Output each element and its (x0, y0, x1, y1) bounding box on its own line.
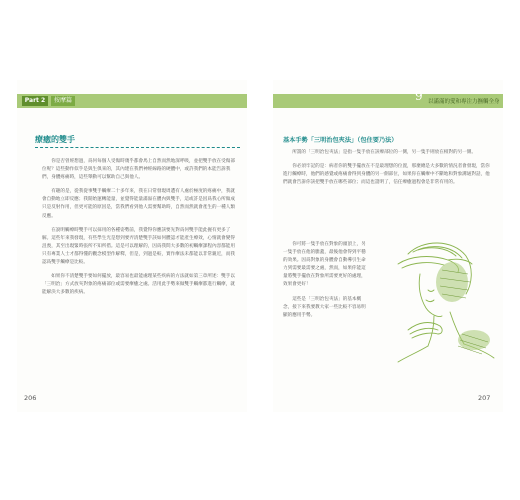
paragraph: 你必須牢記的是：病者你的雙手擺放在不是最理想的位置，那麼總是大多數的情況者會發現，當你進行觸療時，他們的感覺或疼痛會得到身體的另一側部位，如果你在觸療中不斷地和對象溝通對話，他們就會告訴你該把雙手放在哪些部位；而這也證明了，信任療癒過程會是非常有用的。 (283, 164, 490, 186)
paragraph: 所謂的「三明治包夾法」是指一隻手放在該療部位的一側，另一隻手則放在相對的另一側。 (292, 150, 476, 155)
paragraph: 有趣的是，從我從事雙手觸療二十多年來，我在日常發現周遭有人處於極度的疼痛中，我就會自動地立即反應；我開始運轉能量，並覺得能量滿溢在體內與雙手，這或許是因爲我心所做成只是反射作用，但更可能的原因是，當我們看到他人需要幫助時，自然而然就會產生的一種人類反應。 (42, 189, 235, 219)
page-number-left: 206 (24, 394, 37, 402)
chapter-title: 以滿滿的愛和專注力撫觸全身 (428, 99, 500, 105)
paragraph: 這些是「三明治包夾法」的基本概念，接下來我要教大家一些比較不容易明顯的應用手勢。 (283, 296, 366, 318)
paragraph: 如果你不清楚雙手要如何擺放，最容易也最能處理某些疾病的方法就如第三章所述：雙手以「三明治」方式放夾對象的疼痛部位或需要療癒之處。活用此手勢來做雙手觸療都進行觸療，就能解決大多數的疾病。 (42, 274, 235, 296)
page-number-right: 207 (478, 394, 491, 402)
section-rule (35, 147, 240, 148)
section-title-left: 療癒的雙手 (35, 135, 75, 144)
paragraph: 你是否曾經想過，爲何每個人受傷時幾乎都會馬上自然而然地深呼吸，並把雙手放在受傷部位呢？這些動作似乎是與生俱來的，其內建在我們神經線路的硬體中，或許我們的本能告訴我們，身體疼痛時，這些舉動可以幫助自己與他人。 (42, 159, 235, 181)
right-body-text (283, 149, 490, 193)
paragraph: 在說明觸療時雙手可以採用的各種姿勢前，我覺得你應該要先對爲何雙手能此握有更多了解。這些年來我發現，有些學生光是想到要弄清楚雙手該如何體認才能產生療效，心情就會變得沮喪，其至出現緊時張所不知所措。這是可以理解的，因爲我問大多數的初觸療課程內容都能用只有專業人士才都得懂的觀念模型作解釋，但是，到過是較，實作療法未都能以非常親近，而我認爲雙手觸療是比較。 (42, 227, 235, 266)
left-body-text (42, 158, 237, 303)
chapter-number: 9 (415, 89, 423, 103)
hands-on-head-illustration (368, 234, 498, 364)
paragraph: 你可將一隻手放在對象的頭頂上，另一隻手放在他的膽蓋，最後他會得到平穩的效果。因爲對象的身體會自動導引生命力到需要最需要之處，然而，如果你能這量將雙手擺放在對象所需要更好的處理，效果會更好！ (283, 242, 366, 288)
right-body-narrow (283, 241, 368, 326)
section-title-right: 基本手勢「三明治包夾法」（包住要乃法） (283, 137, 398, 144)
part-tag: Part 2 (22, 96, 48, 106)
part-subtitle: 按摩篇 (51, 96, 75, 106)
